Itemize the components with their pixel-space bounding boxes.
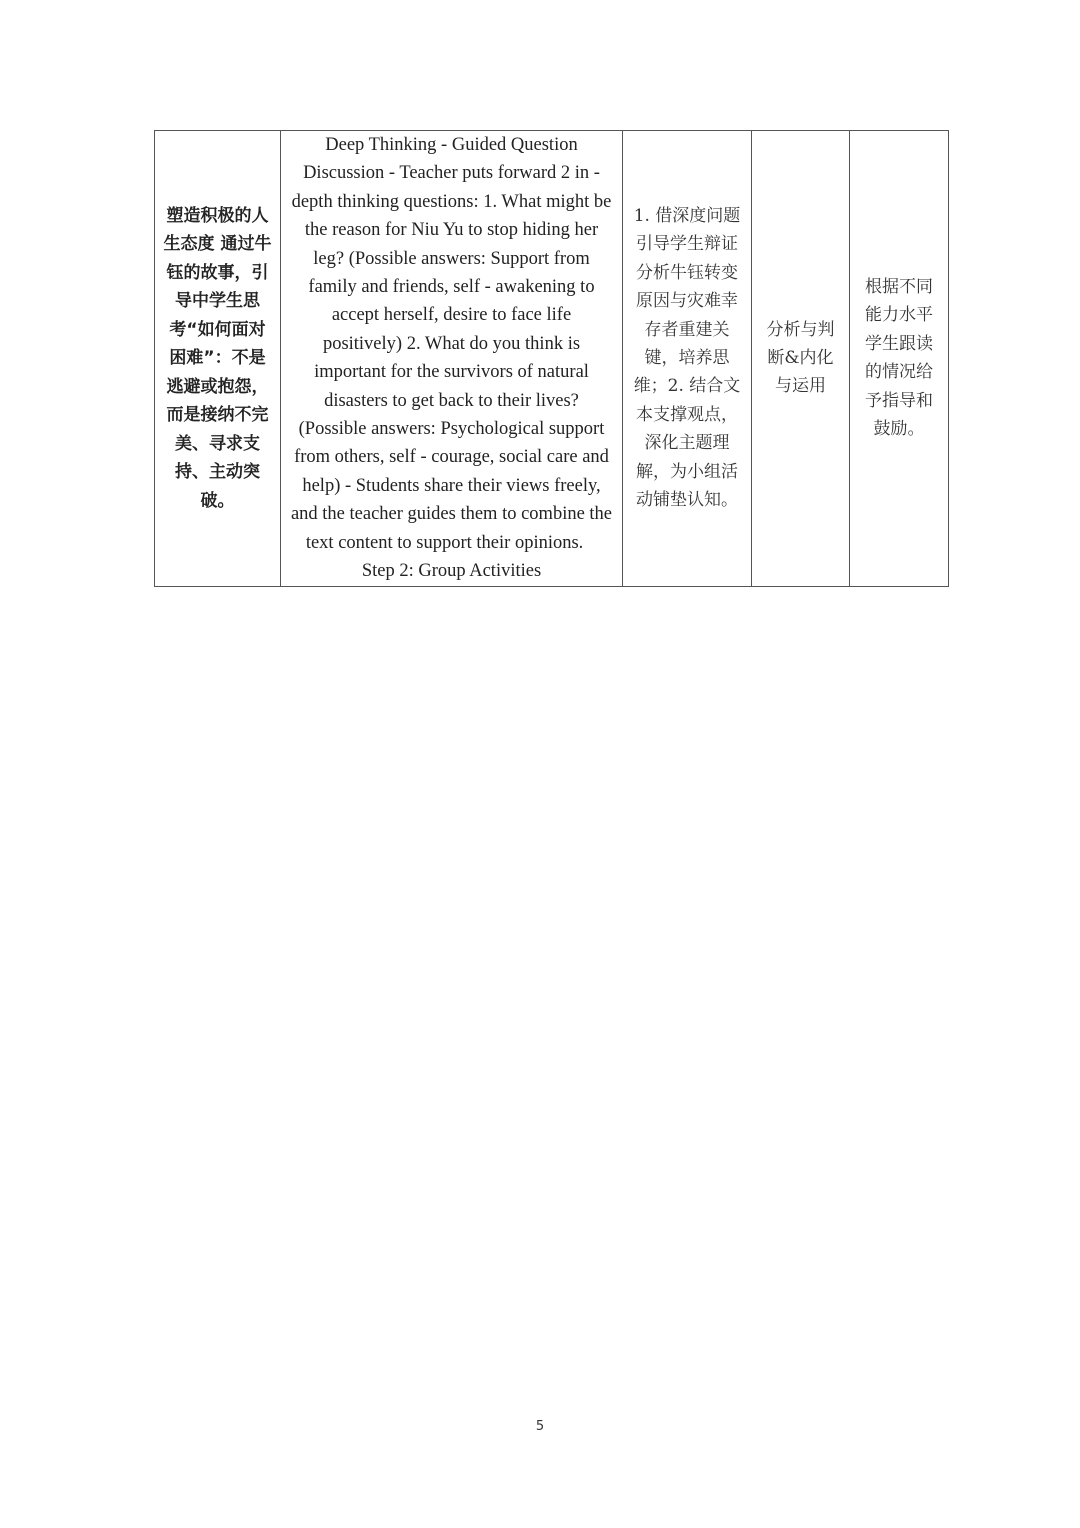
skill-cell bbox=[752, 131, 850, 587]
activity-cell bbox=[281, 131, 623, 587]
objective-text: 塑造积极的人生态度 通过牛钰的故事，引导中学生思考“如何面对困难”：不是逃避或抱怨，而是接纳不完美、寻求支持、主动突破。 bbox=[163, 205, 272, 511]
objective-cell bbox=[155, 131, 281, 587]
purpose-cell bbox=[623, 131, 752, 587]
activity-text: Deep Thinking - Guided Question Discussion - Teacher puts forward 2 in - depth thinking questions: 1. What might be the reason for Niu Yu to stop hiding her leg? (Possible answers: Support from family and friends, self - awakening to accept herself, desire to face life positively) 2. What do you think is important for the survivors of natural disasters to get back to their lives? (Possible answers: Psychological support from others, self - courage, social care and help) - Students share their views freely, and the teacher guides them to combine the text content to support their opinions. Step 2: Group Activities bbox=[290, 135, 613, 582]
assessment-cell bbox=[850, 131, 949, 587]
purpose-text: 1. 借深度问题引导学生辩证分析牛钰转变原因与灾难幸存者重建关键，培养思维；2. 结合文本支撑观点，深化主题理解，为小组活动铺垫认知。 bbox=[633, 206, 741, 511]
table-row bbox=[155, 131, 949, 587]
page-number: 5 bbox=[535, 1419, 545, 1434]
skill-text: 分析与判断&内化与运用 bbox=[766, 319, 835, 397]
assessment-text: 根据不同能力水平学生跟读的情况给予指导和鼓励。 bbox=[865, 277, 933, 440]
lesson-plan-table bbox=[154, 130, 949, 587]
